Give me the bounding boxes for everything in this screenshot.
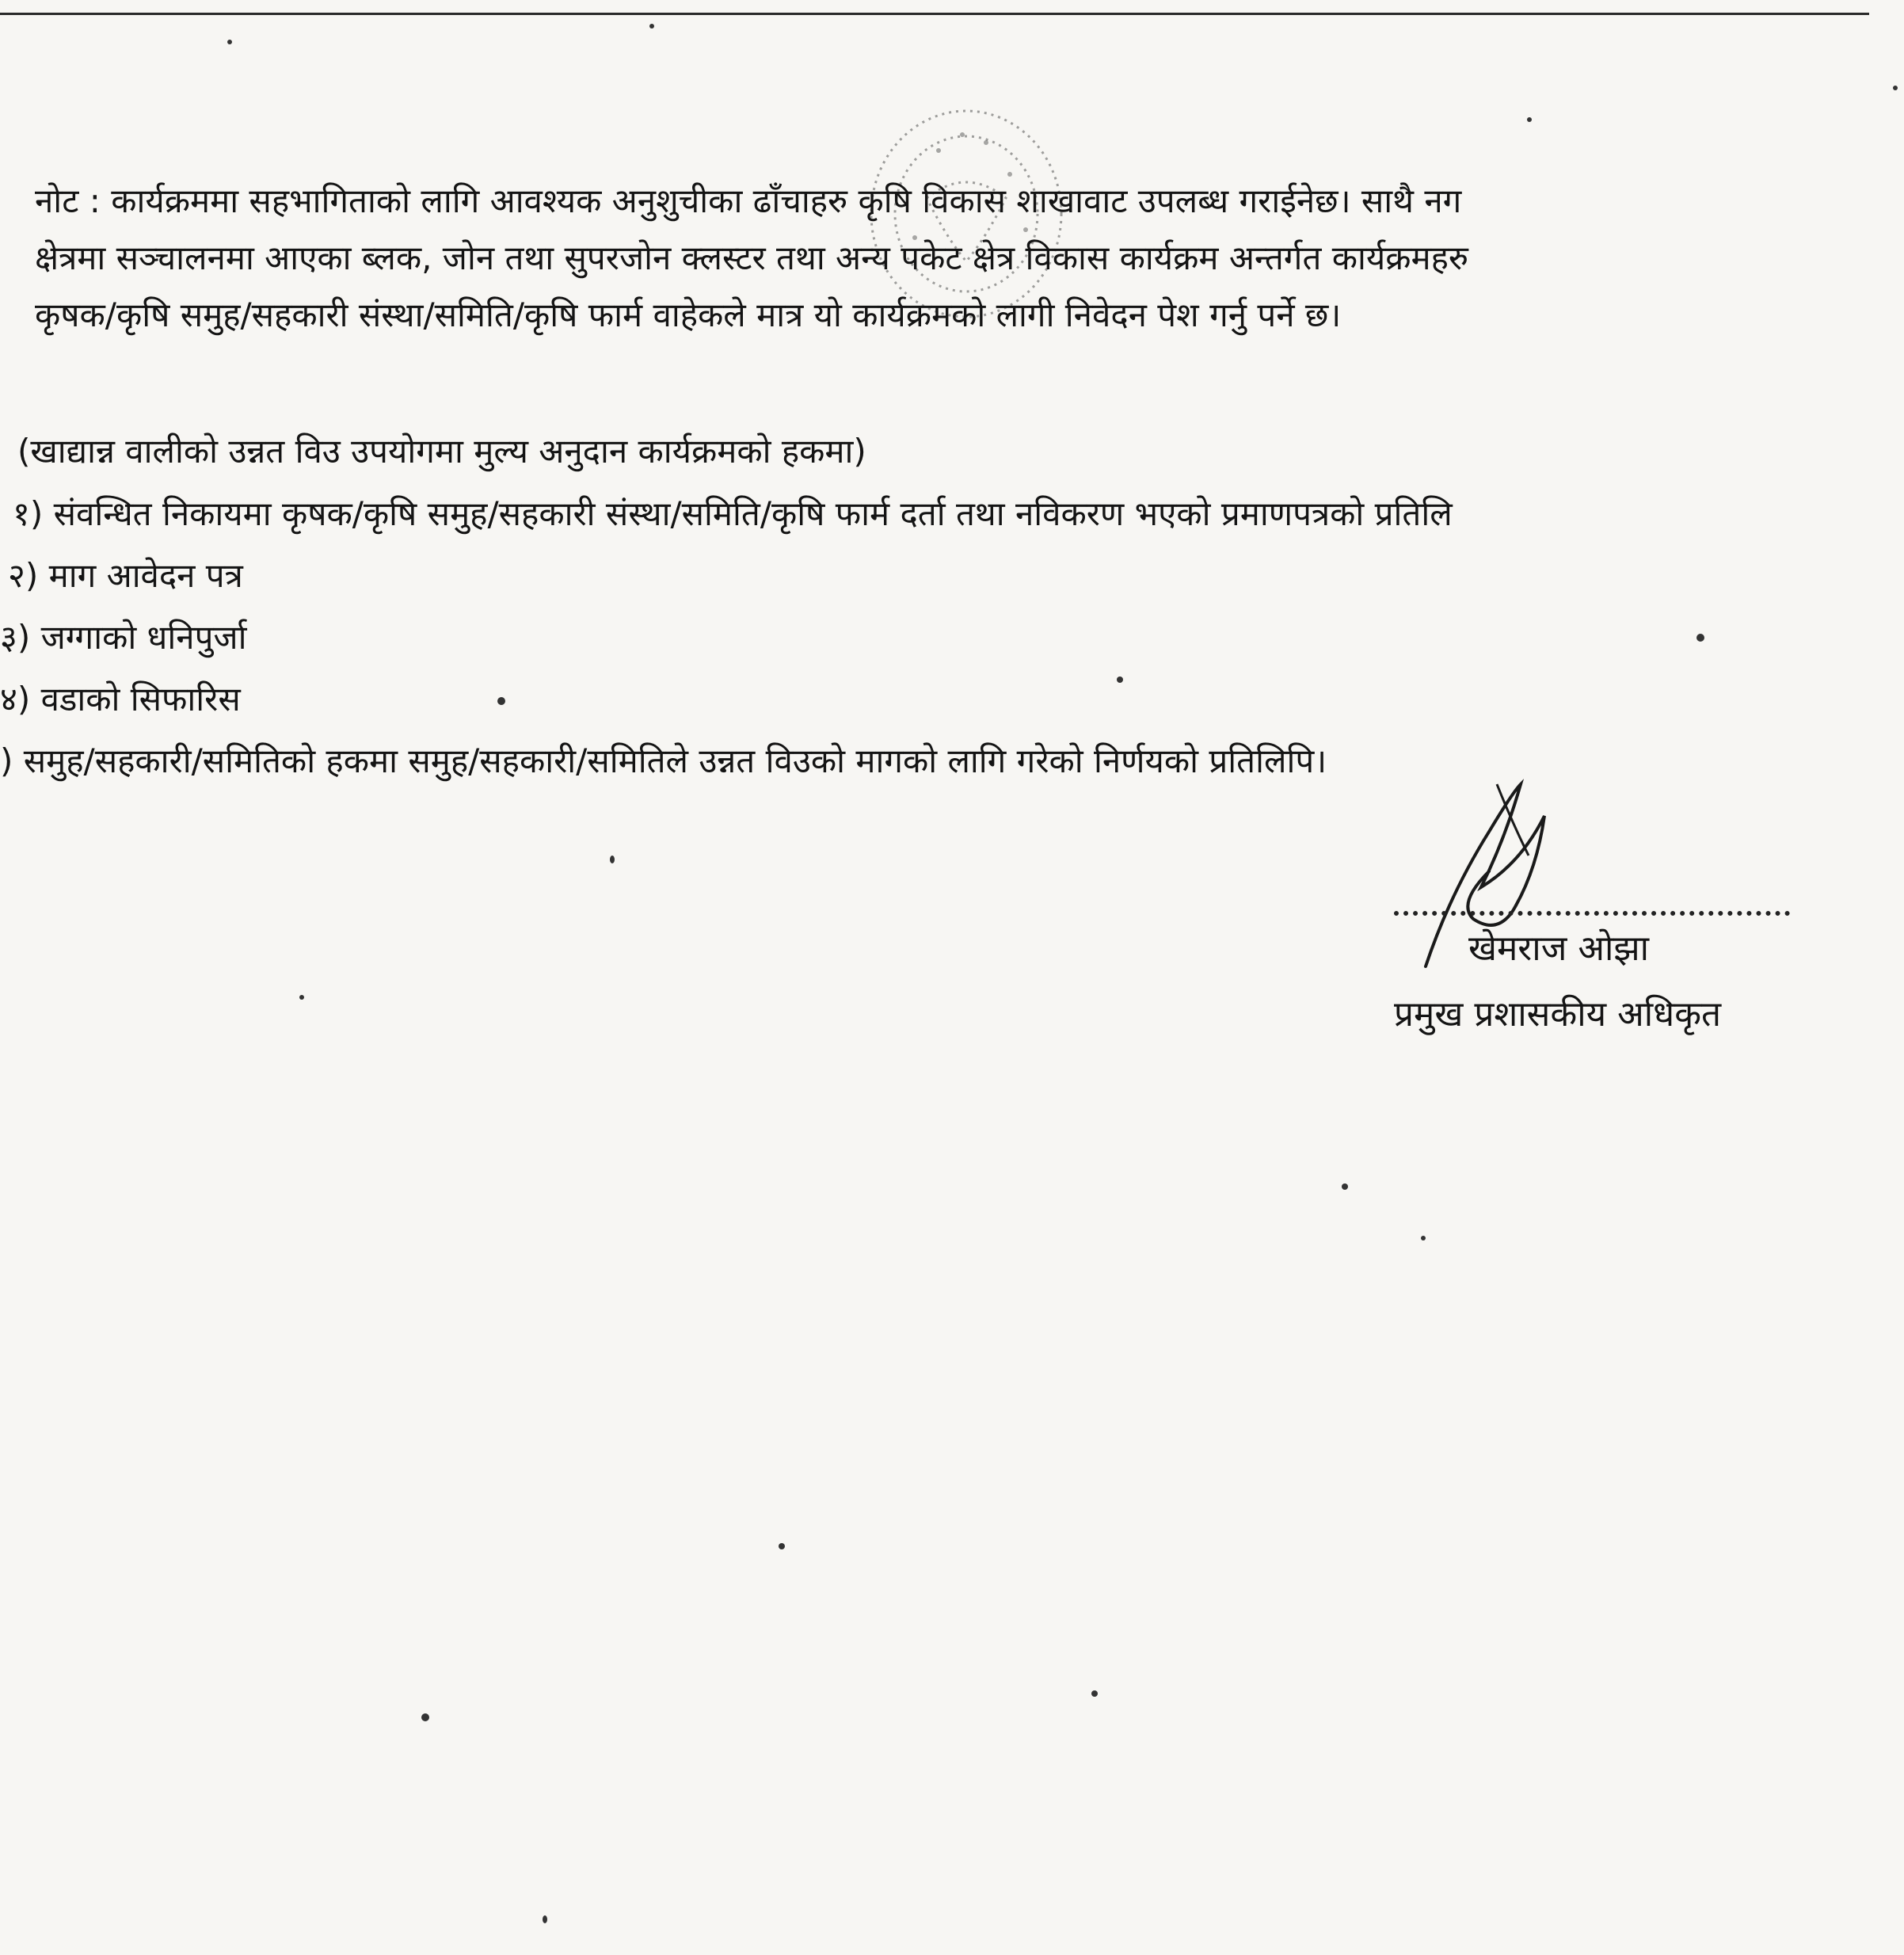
list-item: २) माग आवेदन पत्र	[8, 556, 243, 595]
signatory-title: प्रमुख प्रशासकीय अधिकृत	[1394, 994, 1722, 1035]
signatory-name: खेमराज ओझा	[1468, 928, 1650, 969]
scan-speck	[543, 1915, 547, 1923]
scan-speck	[610, 856, 615, 863]
scan-speck	[227, 40, 232, 44]
scan-speck	[1091, 1690, 1098, 1697]
scan-speck	[299, 995, 304, 1000]
list-item: ४) वडाको सिफारिस	[0, 680, 241, 718]
note-line	[35, 173, 1880, 230]
note-line-1-text: कार्यक्रममा सहभागिताको लागि आवश्यक अनुशुचीका ढाँचाहरु कृषि विकास शाखावाट उपलब्ध गराईनेछ। साथै नग	[111, 181, 1462, 220]
scan-speck	[1342, 1183, 1348, 1190]
requirements-list	[0, 483, 1904, 792]
note-paragraph	[35, 173, 1880, 344]
scan-speck	[779, 1543, 785, 1549]
scan-speck	[1527, 117, 1532, 122]
scan-speck	[649, 24, 654, 29]
note-line: कृषक/कृषि समुह/सहकारी संस्था/समिति/कृषि फार्म वाहेकले मात्र यो कार्यक्रमको लागी निवेदन पेश गर्नु पर्ने छ।	[35, 295, 1342, 334]
scan-speck	[421, 1713, 429, 1721]
list-item: ३) जग्गाको धनिपुर्जा	[0, 618, 247, 657]
scan-speck	[1893, 86, 1898, 90]
list-item: १) संवन्धित निकायमा कृषक/कृषि समुह/सहकारी संस्था/समिति/कृषि फार्म दर्ता तथा नविकरण भएको प्रमाणपत्रको प्रतिलि	[13, 494, 1453, 533]
note-label: नोट :	[35, 181, 101, 220]
top-rule	[0, 13, 1869, 15]
section-title: (खाद्यान्न वालीको उन्नत विउ उपयोगमा मुल्य अनुदान कार्यक्रमको हकमा)	[17, 432, 866, 471]
signature-line	[1394, 911, 1790, 916]
signature-block	[1378, 776, 1822, 1077]
list-item: ) समुह/सहकारी/समितिको हकमा समुह/सहकारी/समितिले उन्नत विउको मागको लागि गरेको निर्णयको प्रतिलिपि।	[0, 741, 1327, 780]
note-line: क्षेत्रमा सञ्चालनमा आएका ब्लक, जोन तथा सुपरजोन क्लस्टर तथा अन्य पकेट क्षेत्र विकास कार्यक्रम अन्तर्गत कार्यक्रमहरु	[35, 238, 1469, 277]
scan-speck	[1421, 1236, 1426, 1240]
